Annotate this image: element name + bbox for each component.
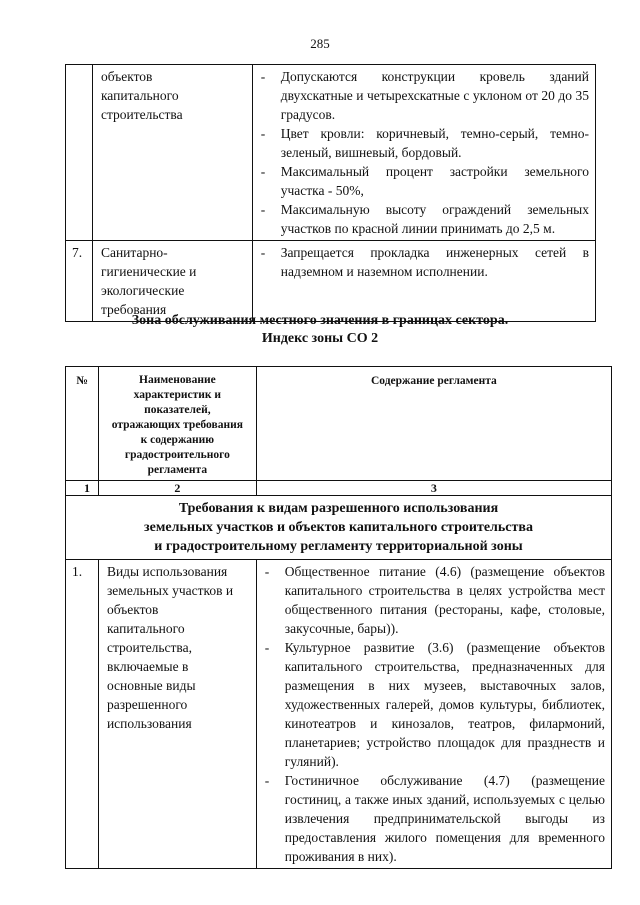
header-line: показателей, bbox=[144, 404, 211, 416]
table-row bbox=[66, 65, 596, 241]
list-item: - Культурное развитие (3.6) (размещение объектов капитального строительства, предназначенных для размещения в них музеев, выставочных залов, художественных галерей, домов культуры, библиотек, кинотеатров и кинозалов, театров, филармоний, планетариев; устройство площадок для празднеств и гуляний). bbox=[263, 638, 605, 771]
table-row bbox=[66, 560, 612, 869]
characteristic-line: Санитарно- bbox=[100, 245, 168, 260]
characteristic-line: объектов bbox=[100, 69, 153, 84]
section-header-row bbox=[66, 496, 612, 560]
column-index-row bbox=[66, 481, 612, 496]
characteristic-line: требования bbox=[100, 302, 167, 317]
regulation-list bbox=[259, 243, 589, 281]
zone-index-line: Индекс зоны СО 2 bbox=[261, 331, 379, 346]
table-header-row bbox=[66, 367, 612, 481]
column-index: 2 bbox=[98, 481, 256, 496]
regulation-content-cell bbox=[256, 560, 611, 869]
characteristic-line: гигиенические и bbox=[100, 264, 197, 279]
characteristic-line: строительства, bbox=[106, 640, 192, 655]
characteristic-line: строительства bbox=[100, 107, 183, 122]
characteristic-cell bbox=[92, 65, 252, 241]
regulation-content-cell bbox=[252, 241, 595, 322]
zone-regulation-table bbox=[65, 366, 612, 869]
list-item: - Цвет кровли: коричневый, темно-серый, темно-зеленый, вишневый, бордовый. bbox=[259, 124, 589, 162]
column-index: 1 bbox=[66, 481, 99, 496]
characteristic-line: капитального bbox=[106, 621, 185, 636]
column-header-characteristics bbox=[98, 367, 256, 481]
characteristic-cell bbox=[92, 241, 252, 322]
regulation-list bbox=[263, 562, 605, 866]
characteristic-line: включаемые в bbox=[106, 659, 189, 674]
characteristic-cell bbox=[98, 560, 256, 869]
row-number-cell bbox=[66, 65, 93, 241]
characteristic-line: Виды использования bbox=[106, 564, 228, 579]
list-item: - Запрещается прокладка инженерных сетей в надземном и наземном исполнении. bbox=[259, 243, 589, 281]
section-title-line: и градостроительному регламенту территориальной зоны bbox=[154, 539, 523, 554]
header-line: отражающих требования bbox=[111, 419, 243, 431]
characteristic-line: объектов bbox=[106, 602, 159, 617]
regulation-list bbox=[259, 67, 589, 238]
list-item: - Максимальный процент застройки земельного участка - 50%, bbox=[259, 162, 589, 200]
section-title-line: земельных участков и объектов капитального строительства bbox=[144, 520, 533, 535]
column-header-content: Содержание регламента bbox=[256, 367, 611, 481]
header-line: к содержанию bbox=[140, 434, 215, 446]
table-row bbox=[66, 241, 596, 322]
characteristic-line: земельных участков и bbox=[106, 583, 234, 598]
page-number: 285 bbox=[310, 36, 330, 51]
characteristic-line: экологические bbox=[100, 283, 185, 298]
regulation-content-cell bbox=[252, 65, 595, 241]
section-title-line: Требования к видам разрешенного использования bbox=[178, 501, 499, 516]
regulation-table-continued bbox=[65, 64, 596, 322]
characteristic-line: капитального bbox=[100, 88, 179, 103]
list-item: - Допускаются конструкции кровель зданий двухскатные и четырехскатные с уклоном от 20 до 35 градусов. bbox=[259, 67, 589, 124]
list-item: - Максимальную высоту ограждений земельных участков по красной линии принимать до 2,5 м. bbox=[259, 200, 589, 238]
section-title bbox=[66, 496, 612, 560]
list-item: - Гостиничное обслуживание (4.7) (размещение гостиниц, а также иных зданий, используемых с целью извлечения предпринимательской выгоды из предоставления жилого помещения для временного проживания в них). bbox=[263, 771, 605, 866]
characteristic-line: основные виды bbox=[106, 678, 196, 693]
header-line: регламента bbox=[147, 464, 208, 476]
header-line: градостроительного bbox=[124, 449, 230, 461]
list-item: - Общественное питание (4.6) (размещение объектов капитального строительства в целях устройства мест общественного питания (рестораны, кафе, столовые, закусочные, бары)). bbox=[263, 562, 605, 638]
header-line: характеристик и bbox=[133, 389, 222, 401]
column-index: 3 bbox=[256, 481, 611, 496]
characteristic-line: разрешенного bbox=[106, 697, 188, 712]
row-number-cell: 1. bbox=[66, 560, 99, 869]
column-header-number: № bbox=[66, 367, 99, 481]
zone-heading bbox=[0, 312, 640, 348]
characteristic-line: использования bbox=[106, 716, 192, 731]
row-number-cell: 7. bbox=[66, 241, 93, 322]
zone-heading-line: Зона обслуживания местного значения в границах сектора. bbox=[131, 313, 509, 328]
header-line: Наименование bbox=[139, 374, 216, 386]
